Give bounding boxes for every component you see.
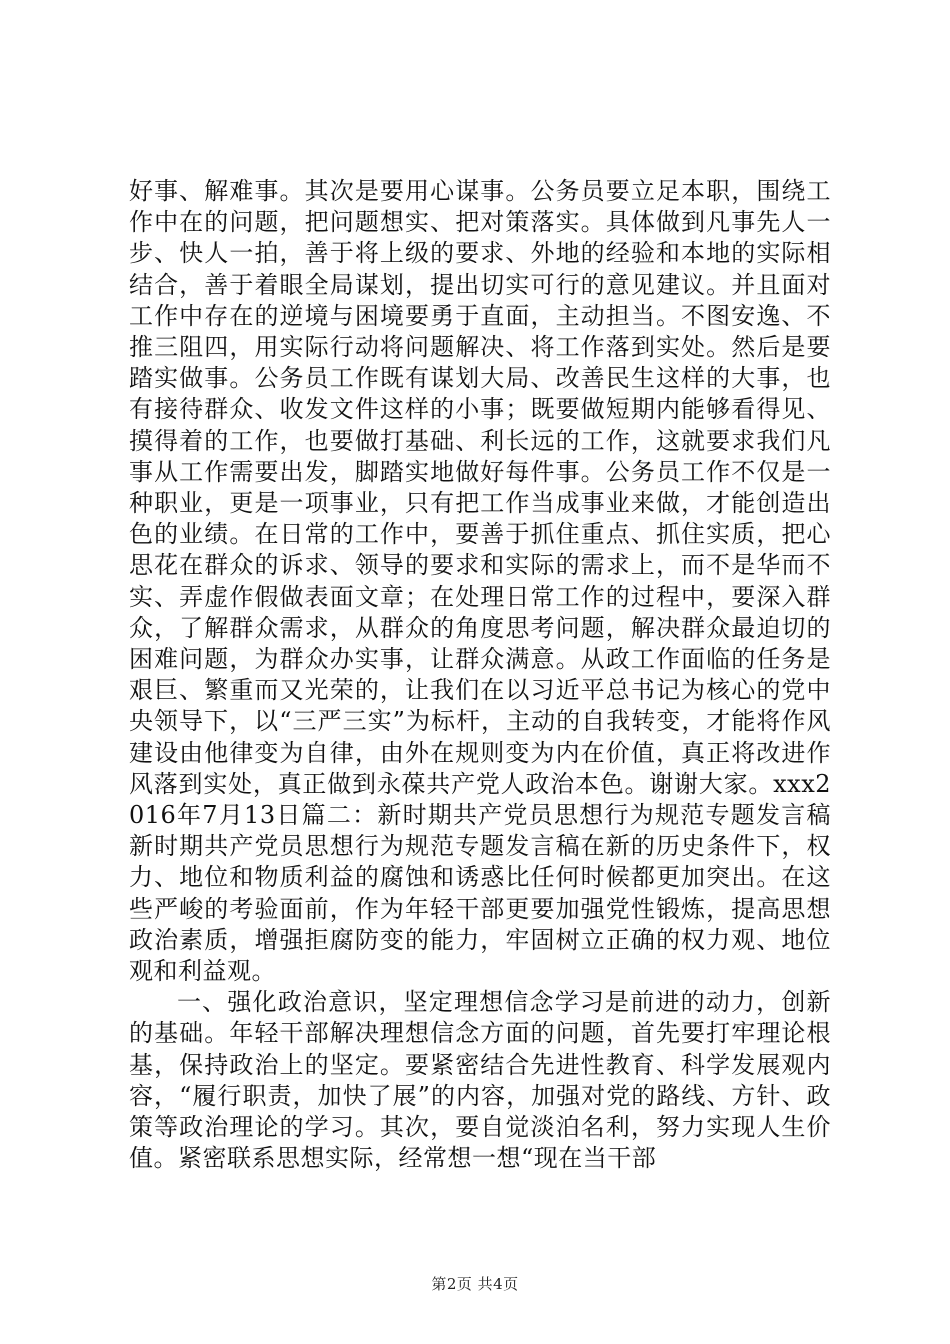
document-body	[129, 176, 831, 1175]
paragraph-section-one: 一、强化政治意识，坚定理想信念学习是前进的动力，创新的基础。年轻干部解决理想信念方面的问题，首先要打牢理论根基，保持政治上的坚定。要紧密结合先进性教育、科学发展观内容，“履行职责，加快了展”的内容，加强对党的路线、方针、政策等政治理论的学习。其次，要自觉淡泊名利，努力实现人生价值。紧密联系思想实际，经常想一想“现在当干部	[129, 988, 831, 1173]
page-number-footer: 第2页 共4页	[431, 1275, 519, 1293]
paragraph-continuation: 好事、解难事。其次是要用心谋事。公务员要立足本职，围绕工作中在的问题，把问题想实、把对策落实。具体做到凡事先人一步、快人一拍，善于将上级的要求、外地的经验和本地的实际相结合，善于着眼全局谋划，提出切实可行的意见建议。并且面对工作中存在的逆境与困境要勇于直面，主动担当。不图安逸、不推三阻四，用实际行动将问题解决、将工作落到实处。然后是要踏实做事。公务员工作既有谋划大局、改善民生这样的大事，也有接待群众、收发文件这样的小事；既要做短期内能够看得见、摸得着的工作，也要做打基础、利长远的工作，这就要求我们凡事从工作需要出发，脚踏实地做好每件事。公务员工作不仅是一种职业，更是一项事业，只有把工作当成事业来做，才能创造出色的业绩。在日常的工作中，要善于抓住重点、抓住实质，把心思花在群众的诉求、领导的要求和实际的需求上，而不是华而不实、弄虚作假做表面文章；在处理日常工作的过程中，要深入群众，了解群众需求，从群众的角度思考问题，解决群众最迫切的困难问题，为群众办实事，让群众满意。从政工作面临的任务是艰巨、繁重而又光荣的，让我们在以习近平总书记为核心的党中央领导下，以“三严三实”为标杆，主动的自我转变，才能将作风建设由他律变为自律，由外在规则变为内在价值，真正将改进作风落到实处，真正做到永葆共产党人政治本色。谢谢大家。xxx2016年7月13日篇二：新时期共产党员思想行为规范专题发言稿新时期共产党员思想行为规范专题发言稿在新的历史条件下，权力、地位和物质利益的腐蚀和诱惑比任何时候都更加突出。在这些严峻的考验面前，作为年轻干部更要加强党性锻炼，提高思想政治素质，增强拒腐防变的能力，牢固树立正确的权力观、地位观和利益观。	[129, 177, 831, 986]
